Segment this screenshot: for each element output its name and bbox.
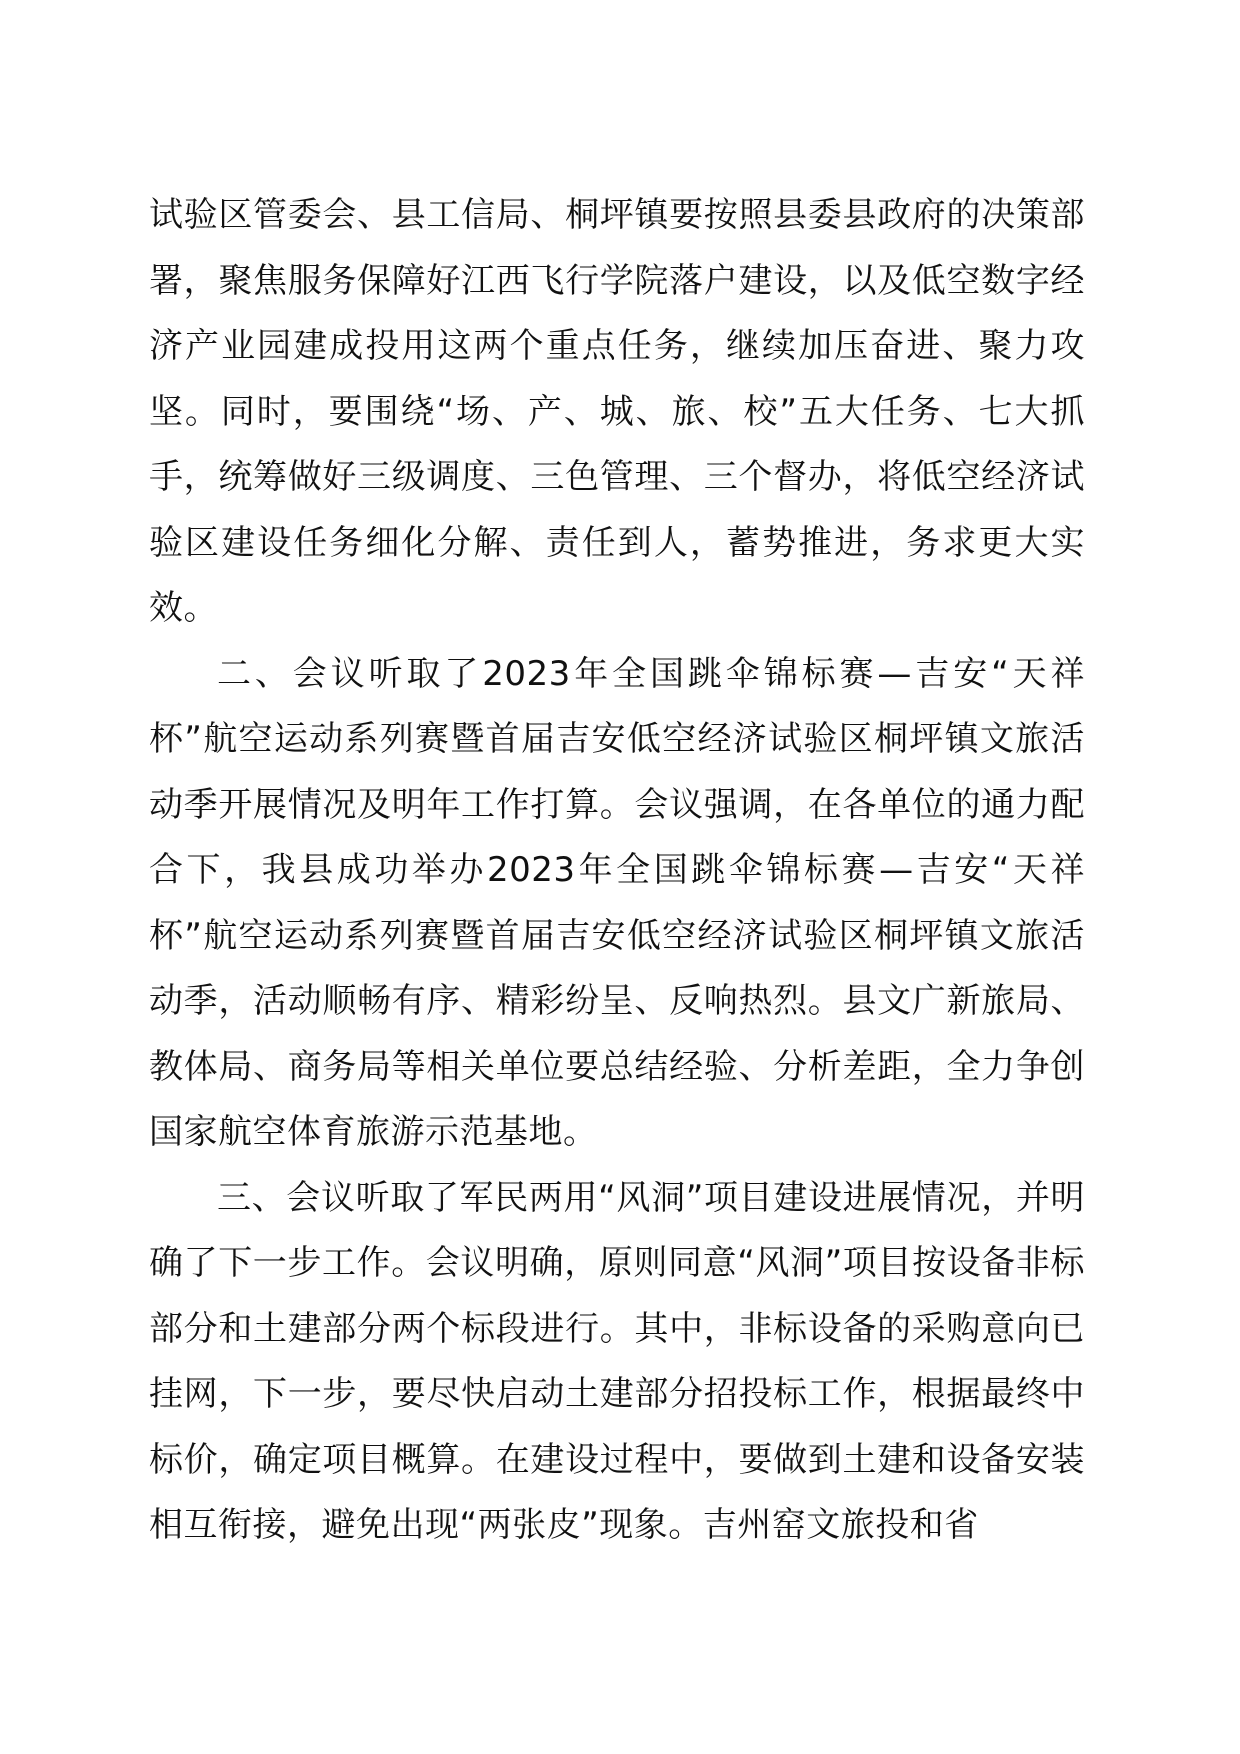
paragraph-item-three: 三、会议听取了军民两用“风洞”项目建设进展情况，并明确了下一步工作。会议明确，原则同意“风洞”项目按设备非标部分和土建部分两个标段进行。其中，非标设备的采购意向已挂网，下一步，要尽快启动土建部分招投标工作，根据最终中标价，确定项目概算。在建设过程中，要做到土建和设备安装相互衔接，避免出现“两张皮”现象。吉州窑文旅投和省: [149, 1177, 1085, 1545]
paragraph-item-two: 二、会议听取了2023年全国跳伞锦标赛—吉安“天祥杯”航空运动系列赛暨首届吉安低空经济试验区桐坪镇文旅活动季开展情况及明年工作打算。会议强调，在各单位的通力配合下，我县成功举办2023年全国跳伞锦标赛—吉安“天祥杯”航空运动系列赛暨首届吉安低空经济试验区桐坪镇文旅活动季，活动顺畅有序、精彩纷呈、反响热烈。县文广新旅局、教体局、商务局等相关单位要总结经验、分析差距，全力争创国家航空体育旅游示范基地。: [149, 653, 1085, 1152]
paragraph-continuation: 试验区管委会、县工信局、桐坪镇要按照县委县政府的决策部署，聚焦服务保障好江西飞行学院落户建设，以及低空数字经济产业园建成投用这两个重点任务，继续加压奋进、聚力攻坚。同时，要围绕“场、产、城、旅、校”五大任务、七大抓手，统筹做好三级调度、三色管理、三个督办，将低空经济试验区建设任务细化分解、责任到人，蓄势推进，务求更大实效。: [149, 195, 1085, 628]
document-body: [149, 183, 1085, 1559]
